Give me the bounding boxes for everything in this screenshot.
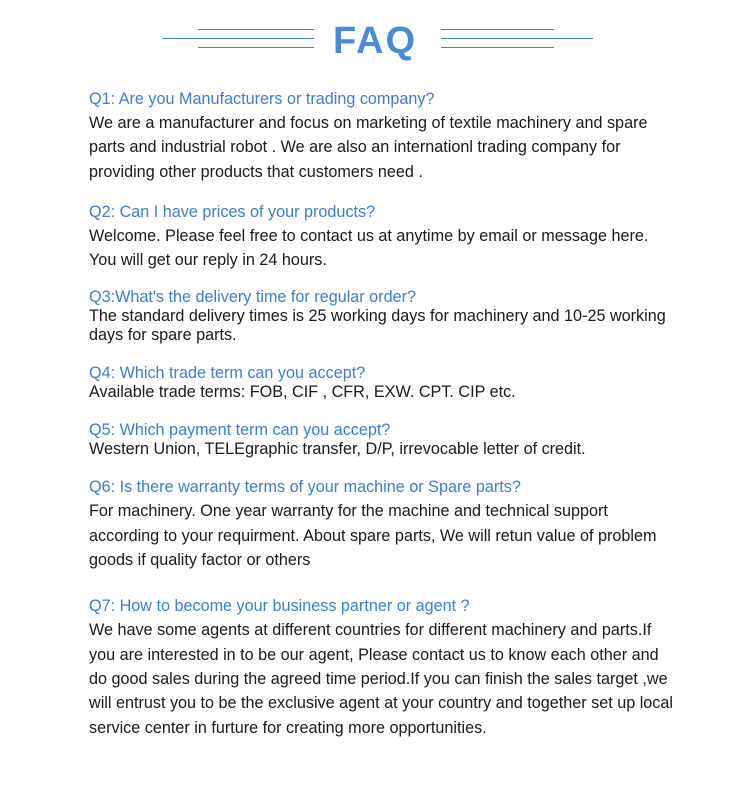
faq-item-2 xyxy=(89,202,679,273)
faq-item-7 xyxy=(89,596,679,739)
faq-answer: Welcome. Please feel free to contact us at anytime by email or message here. You will get our reply in 24 hours. xyxy=(89,226,649,270)
faq-question: Q4: Which trade term can you accept? xyxy=(89,364,366,383)
header-right-line-bottom xyxy=(441,47,554,48)
faq-item-6 xyxy=(89,477,679,572)
faq-list xyxy=(89,89,679,740)
faq-answer: Available trade terms: FOB, CIF , CFR, EXW. CPT. CIP etc. xyxy=(89,383,516,402)
faq-header xyxy=(0,0,750,80)
faq-answer: For machinery. One year warranty for the machine and technical support according to your requirment. About spare parts, We will retun value of problem goods if quality factor or others xyxy=(89,502,657,570)
header-right-line-middle xyxy=(441,38,593,39)
faq-answer: We are a manufacturer and focus on marketing of textile machinery and spare parts and industrial robot . We are also an internationl trading company for providing other products that customers need . xyxy=(89,114,648,181)
faq-item-5 xyxy=(89,420,679,459)
faq-question: Q1: Are you Manufacturers or trading company? xyxy=(89,90,435,108)
faq-item-1 xyxy=(89,89,679,184)
faq-question: Q2: Can I have prices of your products? xyxy=(89,202,376,221)
faq-answer: The standard delivery times is 25 working days for machinery and 10-25 working days for spare parts. xyxy=(89,307,666,345)
faq-item-3 xyxy=(89,287,679,345)
faq-answer: We have some agents at different countries for different machinery and parts.If you are interested in to be our agent, Please contact us to know each other and do good sales during the agreed time period.If you can finish the sales target ,we will entrust you to be the exclusive agent at your country and together set up local service center in furture for creating more opportunities. xyxy=(89,621,673,737)
faq-question: Q5: Which payment term can you accept? xyxy=(89,421,391,440)
page-title: FAQ xyxy=(332,20,418,62)
faq-question: Q3:What's the delivery time for regular order? xyxy=(89,288,416,307)
faq-question: Q6: Is there warranty terms of your machine or Spare parts? xyxy=(89,478,521,497)
faq-item-4 xyxy=(89,363,679,402)
faq-answer: Western Union, TELEgraphic transfer, D/P, irrevocable letter of credit. xyxy=(89,440,586,459)
header-right-line-top xyxy=(441,29,554,30)
faq-question: Q7: How to become your business partner or agent ? xyxy=(89,597,470,616)
